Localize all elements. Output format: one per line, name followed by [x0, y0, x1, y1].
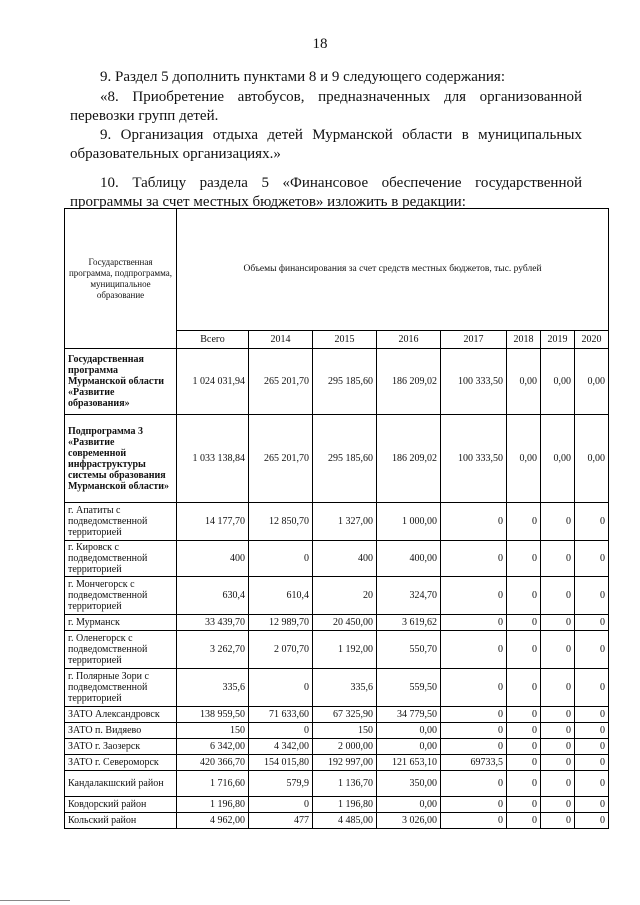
table-row [65, 669, 609, 707]
value-cell: 0 [507, 503, 541, 541]
paragraph-8-quote-text: «8. Приобретение автобусов, предназначенных для организованной перевозки групп детей. [70, 89, 582, 124]
value-cell: 1 192,00 [313, 631, 377, 669]
paragraph-10-text: 10. Таблицу раздела 5 «Финансовое обеспечение государственной программы за счет местных бюджетов» изложить в редакции: [70, 175, 582, 210]
value-cell: 0 [507, 797, 541, 813]
value-cell: 4 485,00 [313, 813, 377, 829]
value-cell: 559,50 [377, 669, 441, 707]
row-name-cell: Кольский район [65, 813, 177, 829]
value-cell: 0 [441, 707, 507, 723]
value-cell: 0,00 [507, 415, 541, 503]
value-cell: 0 [575, 707, 609, 723]
value-cell: 0 [575, 503, 609, 541]
value-cell: 0 [541, 503, 575, 541]
value-cell: 0 [541, 813, 575, 829]
paragraph-9-intro-text: 9. Раздел 5 дополнить пунктами 8 и 9 следующего содержания: [100, 69, 505, 85]
paragraph-9-quote-text: 9. Организация отдыха детей Мурманской области в муниципальных образовательных организациях.» [70, 127, 582, 162]
table-row [65, 739, 609, 755]
value-cell: 0 [541, 669, 575, 707]
value-cell: 33 439,70 [177, 615, 249, 631]
value-cell: 0 [507, 615, 541, 631]
value-cell: 1 196,80 [177, 797, 249, 813]
value-cell: 0 [507, 813, 541, 829]
row-name-cell: Государственная программа Мурманской области «Развитие образования» [65, 349, 177, 415]
row-name-cell: г. Апатиты с подведомственной территорией [65, 503, 177, 541]
value-cell: 14 177,70 [177, 503, 249, 541]
value-cell: 0 [575, 631, 609, 669]
row-name-cell: г. Кировск с подведомственной территорией [65, 541, 177, 577]
value-cell: 0 [507, 577, 541, 615]
value-cell: 0 [575, 577, 609, 615]
value-cell: 1 196,80 [313, 797, 377, 813]
value-cell: 295 185,60 [313, 349, 377, 415]
value-cell: 138 959,50 [177, 707, 249, 723]
value-cell: 3 619,62 [377, 615, 441, 631]
value-cell: 0 [441, 771, 507, 797]
table-row [65, 349, 609, 415]
value-cell: 350,00 [377, 771, 441, 797]
value-cell: 0 [441, 669, 507, 707]
value-cell: 0 [441, 723, 507, 739]
value-cell: 0,00 [575, 349, 609, 415]
value-cell: 67 325,90 [313, 707, 377, 723]
header-main-cell: Объемы финансирования за счет средств местных бюджетов, тыс. рублей [177, 209, 609, 331]
value-cell: 2 070,70 [249, 631, 313, 669]
value-cell: 0 [441, 503, 507, 541]
value-cell: 400,00 [377, 541, 441, 577]
value-cell: 2 000,00 [313, 739, 377, 755]
value-cell: 186 209,02 [377, 415, 441, 503]
table-body [65, 349, 609, 829]
column-header: 2015 [313, 331, 377, 349]
value-cell: 3 262,70 [177, 631, 249, 669]
value-cell: 0 [507, 669, 541, 707]
table-row [65, 707, 609, 723]
value-cell: 0 [541, 797, 575, 813]
value-cell: 0 [249, 541, 313, 577]
value-cell: 0 [575, 615, 609, 631]
paragraph-9-intro [70, 68, 582, 87]
value-cell: 0 [575, 723, 609, 739]
value-cell: 1 716,60 [177, 771, 249, 797]
table-row [65, 813, 609, 829]
value-cell: 0 [541, 755, 575, 771]
row-name-cell: ЗАТО г. Заозерск [65, 739, 177, 755]
value-cell: 335,6 [177, 669, 249, 707]
value-cell: 335,6 [313, 669, 377, 707]
value-cell: 4 342,00 [249, 739, 313, 755]
table-row [65, 631, 609, 669]
value-cell: 400 [177, 541, 249, 577]
value-cell: 0 [249, 723, 313, 739]
value-cell: 12 989,70 [249, 615, 313, 631]
value-cell: 69733,5 [441, 755, 507, 771]
value-cell: 150 [177, 723, 249, 739]
value-cell: 0 [541, 739, 575, 755]
value-cell: 0 [441, 797, 507, 813]
financing-table [64, 208, 609, 829]
value-cell: 0 [575, 669, 609, 707]
value-cell: 1 000,00 [377, 503, 441, 541]
value-cell: 0,00 [377, 739, 441, 755]
value-cell: 324,70 [377, 577, 441, 615]
value-cell: 0 [575, 771, 609, 797]
value-cell: 1 136,70 [313, 771, 377, 797]
value-cell: 0,00 [377, 797, 441, 813]
value-cell: 0 [541, 723, 575, 739]
value-cell: 0 [507, 739, 541, 755]
table-row [65, 541, 609, 577]
row-name-cell: г. Мончегорск с подведомственной территорией [65, 577, 177, 615]
value-cell: 121 653,10 [377, 755, 441, 771]
value-cell: 0 [441, 615, 507, 631]
value-cell: 0 [441, 541, 507, 577]
column-header: 2020 [575, 331, 609, 349]
value-cell: 0 [507, 707, 541, 723]
table-row [65, 797, 609, 813]
value-cell: 0 [575, 739, 609, 755]
value-cell: 0 [249, 669, 313, 707]
column-header: 2019 [541, 331, 575, 349]
column-header: 2018 [507, 331, 541, 349]
row-name-cell: г. Оленегорск с подведомственной территорией [65, 631, 177, 669]
column-header: 2017 [441, 331, 507, 349]
value-cell: 0 [507, 541, 541, 577]
value-cell: 12 850,70 [249, 503, 313, 541]
value-cell: 0 [441, 631, 507, 669]
row-name-cell: г. Мурманск [65, 615, 177, 631]
table-row [65, 503, 609, 541]
value-cell: 34 779,50 [377, 707, 441, 723]
paragraph-9-quote [70, 126, 582, 164]
value-cell: 0,00 [377, 723, 441, 739]
row-name-cell: ЗАТО п. Видяево [65, 723, 177, 739]
value-cell: 3 026,00 [377, 813, 441, 829]
value-cell: 0 [541, 577, 575, 615]
value-cell: 20 450,00 [313, 615, 377, 631]
row-name-cell: г. Полярные Зори с подведомственной территорией [65, 669, 177, 707]
value-cell: 0,00 [541, 349, 575, 415]
value-cell: 100 333,50 [441, 415, 507, 503]
value-cell: 0 [541, 707, 575, 723]
paragraph-8-quote [70, 88, 582, 126]
table-row [65, 615, 609, 631]
value-cell: 630,4 [177, 577, 249, 615]
value-cell: 4 962,00 [177, 813, 249, 829]
value-cell: 0 [575, 755, 609, 771]
column-header: 2016 [377, 331, 441, 349]
value-cell: 150 [313, 723, 377, 739]
table-row [65, 577, 609, 615]
value-cell: 0 [541, 541, 575, 577]
row-name-cell: Ковдорский район [65, 797, 177, 813]
column-header: 2014 [249, 331, 313, 349]
value-cell: 20 [313, 577, 377, 615]
value-cell: 0 [441, 739, 507, 755]
header-name-cell: Государственная программа, подпрограмма, муниципальное образование [65, 209, 177, 349]
value-cell: 0,00 [541, 415, 575, 503]
value-cell: 0 [541, 631, 575, 669]
column-header: Всего [177, 331, 249, 349]
value-cell: 0 [507, 723, 541, 739]
value-cell: 1 033 138,84 [177, 415, 249, 503]
value-cell: 477 [249, 813, 313, 829]
value-cell: 400 [313, 541, 377, 577]
value-cell: 0 [541, 771, 575, 797]
value-cell: 265 201,70 [249, 349, 313, 415]
value-cell: 192 997,00 [313, 755, 377, 771]
row-name-cell: ЗАТО Александровск [65, 707, 177, 723]
value-cell: 420 366,70 [177, 755, 249, 771]
paragraph-10 [70, 174, 582, 212]
value-cell: 6 342,00 [177, 739, 249, 755]
value-cell: 550,70 [377, 631, 441, 669]
value-cell: 295 185,60 [313, 415, 377, 503]
footer-divider [0, 900, 70, 901]
value-cell: 1 327,00 [313, 503, 377, 541]
value-cell: 1 024 031,94 [177, 349, 249, 415]
value-cell: 0 [575, 797, 609, 813]
value-cell: 186 209,02 [377, 349, 441, 415]
value-cell: 0 [441, 577, 507, 615]
table-row [65, 771, 609, 797]
value-cell: 0,00 [575, 415, 609, 503]
value-cell: 0 [507, 631, 541, 669]
row-name-cell: Подпрограмма 3 «Развитие современной инфраструктуры системы образования Мурманской области» [65, 415, 177, 503]
value-cell: 579,9 [249, 771, 313, 797]
table-row [65, 755, 609, 771]
row-name-cell: Кандалакшский район [65, 771, 177, 797]
value-cell: 0 [507, 755, 541, 771]
page-number: 18 [312, 36, 328, 52]
value-cell: 71 633,60 [249, 707, 313, 723]
row-name-cell: ЗАТО г. Североморск [65, 755, 177, 771]
table-row [65, 723, 609, 739]
value-cell: 0 [541, 615, 575, 631]
value-cell: 154 015,80 [249, 755, 313, 771]
value-cell: 0 [441, 813, 507, 829]
value-cell: 0 [249, 797, 313, 813]
value-cell: 265 201,70 [249, 415, 313, 503]
value-cell: 0,00 [507, 349, 541, 415]
value-cell: 610,4 [249, 577, 313, 615]
value-cell: 0 [575, 541, 609, 577]
value-cell: 100 333,50 [441, 349, 507, 415]
value-cell: 0 [575, 813, 609, 829]
value-cell: 0 [507, 771, 541, 797]
table-row [65, 415, 609, 503]
